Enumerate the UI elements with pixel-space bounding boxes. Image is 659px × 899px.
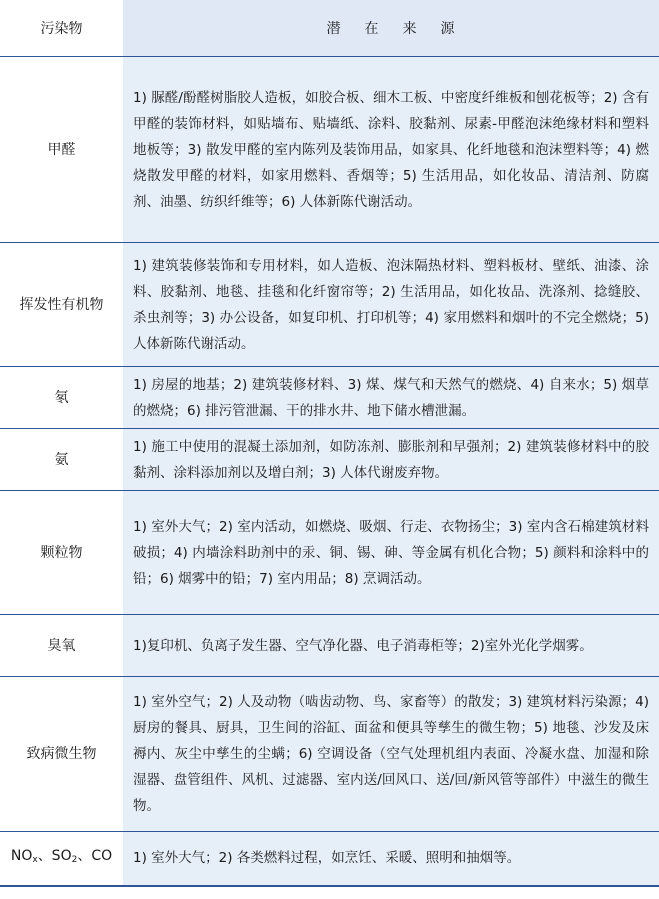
table-row (0, 367, 659, 429)
pollutant-sources: 1) 房屋的地基；2) 建筑装修材料、3) 煤、煤气和天然气的燃烧、4) 自来水；5) 烟草的燃烧；6) 排污管泄漏、干的排水井、地下储水槽泄漏。 (123, 367, 659, 429)
table-row (0, 429, 659, 491)
pollutant-sources: 1) 室外空气；2) 人及动物（啮齿动物、鸟、家畜等）的散发；3) 建筑材料污染源；4) 厨房的餐具、厨具，卫生间的浴缸、面盆和便具等孳生的微生物；5) 地毯、沙发及床褥内、灰尘中孳生的尘螨；6) 空调设备（空气处理机组内表面、冷凝水盘、加湿和除湿器、盘管组件、风机、过滤器、室内送/回风口、送/回/新风管等部件）中滋生的微生物。 (123, 677, 659, 832)
table-row (0, 677, 659, 832)
pollutant-sources: 1)复印机、负离子发生器、空气净化器、电子消毒柜等；2)室外光化学烟雾。 (123, 615, 659, 677)
table-row (0, 57, 659, 243)
pollutant-name: $NO_x$、$SO_2$、CO (0, 832, 123, 886)
pollutant-name: 氨 (0, 429, 123, 491)
pollutant-name: 颗粒物 (0, 491, 123, 615)
header-potential-sources: 潜在来源 (123, 0, 659, 57)
pollutant-name: 挥发性有机物 (0, 243, 123, 367)
pollutant-sources: 1) 室外大气；2) 室内活动，如燃烧、吸烟、行走、衣物扬尘；3) 室内含石棉建筑材料破损；4) 内墙涂料助剂中的汞、铜、锡、砷、等金属有机化合物；5) 颜料和涂料中的铅；6) 烟雾中的铅；7) 室内用品；8) 烹调活动。 (123, 491, 659, 615)
table-row (0, 615, 659, 677)
header-pollutant: 污染物 (0, 0, 123, 57)
pollutant-sources: 1) 室外大气；2) 各类燃料过程，如烹饪、采暖、照明和抽烟等。 (123, 832, 659, 886)
pollutant-sources: 1) 建筑装修装饰和专用材料，如人造板、泡沫隔热材料、塑料板材、壁纸、油漆、涂料、胶黏剂、地毯、挂毯和化纤窗帘等；2) 生活用品，如化妆品、洗涤剂、捻缝胶、杀虫剂等；3) 办公设备，如复印机、打印机等；4) 家用燃料和烟叶的不完全燃烧；5) 人体新陈代谢活动。 (123, 243, 659, 367)
pollutant-sources: 1) 脲醛/酚醛树脂胶人造板，如胶合板、细木工板、中密度纤维板和刨花板等；2) 含有甲醛的装饰材料，如贴墙布、贴墙纸、涂料、胶黏剂、尿素-甲醛泡沫绝缘材料和塑料地板等；3) 散发甲醛的室内陈列及装饰用品，如家具、化纤地毯和泡沫塑料等；4) 燃烧散发甲醛的材料，如家用燃料、香烟等；5) 生活用品，如化妆品、清洁剂、防腐剂、油墨、纺织纤维等；6) 人体新陈代谢活动。 (123, 57, 659, 243)
pollutant-name: 氡 (0, 367, 123, 429)
table-row (0, 832, 659, 886)
table-row (0, 491, 659, 615)
pollutant-name: 致病微生物 (0, 677, 123, 832)
pollutant-name: 甲醛 (0, 57, 123, 243)
table-header-row (0, 0, 659, 57)
pollutant-sources: 1) 施工中使用的混凝土添加剂，如防冻剂、膨胀剂和早强剂；2) 建筑装修材料中的胶黏剂、涂料添加剂以及增白剂；3) 人体代谢废弃物。 (123, 429, 659, 491)
table-row (0, 243, 659, 367)
pollutant-name: 臭氧 (0, 615, 123, 677)
